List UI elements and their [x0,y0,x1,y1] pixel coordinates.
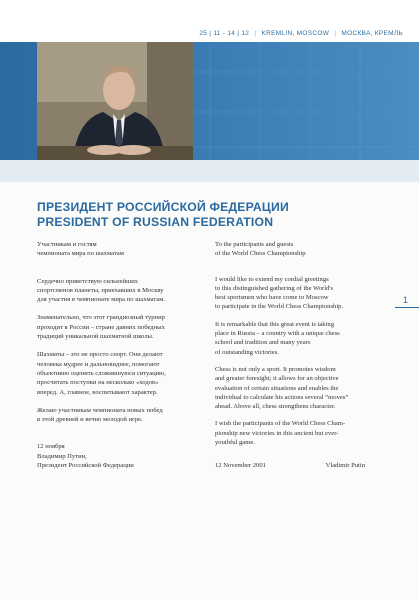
text-line: объективно оценить сложившуюся ситуацию, [37,369,166,377]
signature-en: Vladimir Putin [325,462,365,470]
text-line: I would like to extend my cordial greetings [215,275,329,283]
salutation-ru [37,240,207,259]
text-line: традиций уникальной шахматной школы. [37,333,154,341]
text-line: вперед. А, главное, воспитывают характер. [37,388,158,396]
paragraph-en [215,320,390,357]
paragraph-en [215,365,390,411]
event-place-ru: МОСКВА, КРЕМЛЬ [341,30,403,37]
russian-column [37,240,207,470]
event-dates: 25 | 11 - 14 | 12 [199,30,250,37]
text-line: проходит в России – стране давних победных [37,323,165,331]
text-line: It is remarkable that this great event is taking [215,320,335,328]
text-line: youthful game. [215,439,255,447]
salutation-en [215,240,390,259]
paragraph-ru [37,350,207,396]
light-band [0,160,419,182]
salutation-line: of the World Chess Championship [215,250,306,258]
text-line: Chess is not only a sport. It promotes wisdom [215,365,336,373]
title-ru: ПРЕЗИДЕНТ РОССИЙСКОЙ ФЕДЕРАЦИИ [37,200,289,214]
salutation-line: To the participants and guests [215,241,294,248]
paragraph-ru [37,406,207,425]
text-line: просчитать поступки на несколько «ходов» [37,379,159,387]
signature-ru: Владимир Путин, [37,452,87,460]
text-line: of outstanding victories. [215,348,279,356]
header-separator: | [254,30,257,37]
paragraph-en [215,419,390,447]
title-en: PRESIDENT OF RUSSIAN FEDERATION [37,215,274,229]
date-en: 12 November 2001 [215,462,266,470]
position-ru: Президент Российской Федерации [37,462,134,470]
text-line: человека мудрее и дальновиднее, помогают [37,360,160,368]
text-line: Знаменательно, что этот грандиозный турнир [37,314,165,322]
text-line: Шахматы – это не просто спорт. Они делают [37,351,163,359]
date-ru: 12 ноября [37,443,65,451]
text-line: pionship new victories in this ancient but ever- [215,429,339,437]
paragraph-en [215,275,390,312]
page-number-rule [395,307,419,308]
text-line: Желаю участникам чемпионата новых побед [37,406,163,414]
salutation-line: чемпионата мира по шахматам [37,250,124,258]
text-line: I wish the participants of the World Chess Cham- [215,420,346,428]
page-number: 1 [402,295,408,305]
text-line: спортсменов планеты, приехавших в Москву [37,286,164,294]
salutation-line: Участникам и гостям [37,241,97,248]
signature-block-en [215,461,365,470]
text-line: в этой древней и вечно молодой игре. [37,416,143,424]
paragraph-ru [37,313,207,341]
english-column [215,240,390,471]
event-header [199,30,403,37]
text-line: school and tradition and many years [215,339,311,347]
portrait-illustration [37,42,193,160]
text-line: to participate in the World Chess Championship. [215,303,344,311]
text-line: individual to calculate his actions several “moves” [215,393,349,401]
header-separator: | [334,30,337,37]
text-line: to this distinguished gathering of the World's [215,284,334,292]
text-line: для участия в чемпионате мира по шахматам. [37,296,166,304]
text-line: and greater foresight; it allows for an objective [215,375,339,383]
title-block [37,200,397,230]
text-line: ahead. Above all, chess strengthens character. [215,403,336,411]
text-line: place in Russia – a country with a unique chess [215,330,340,338]
event-place-en: KREMLIN, MOSCOW [261,30,330,37]
text-line: best sportsmen who have come to Moscow [215,294,329,302]
grid-pattern [190,42,419,160]
president-photo [37,42,193,160]
paragraph-ru [37,277,207,305]
signature-block-ru [37,442,207,470]
text-line: Сердечно приветствую сильнейших [37,277,139,285]
text-line: evaluation of certain situations and enables the [215,384,339,392]
